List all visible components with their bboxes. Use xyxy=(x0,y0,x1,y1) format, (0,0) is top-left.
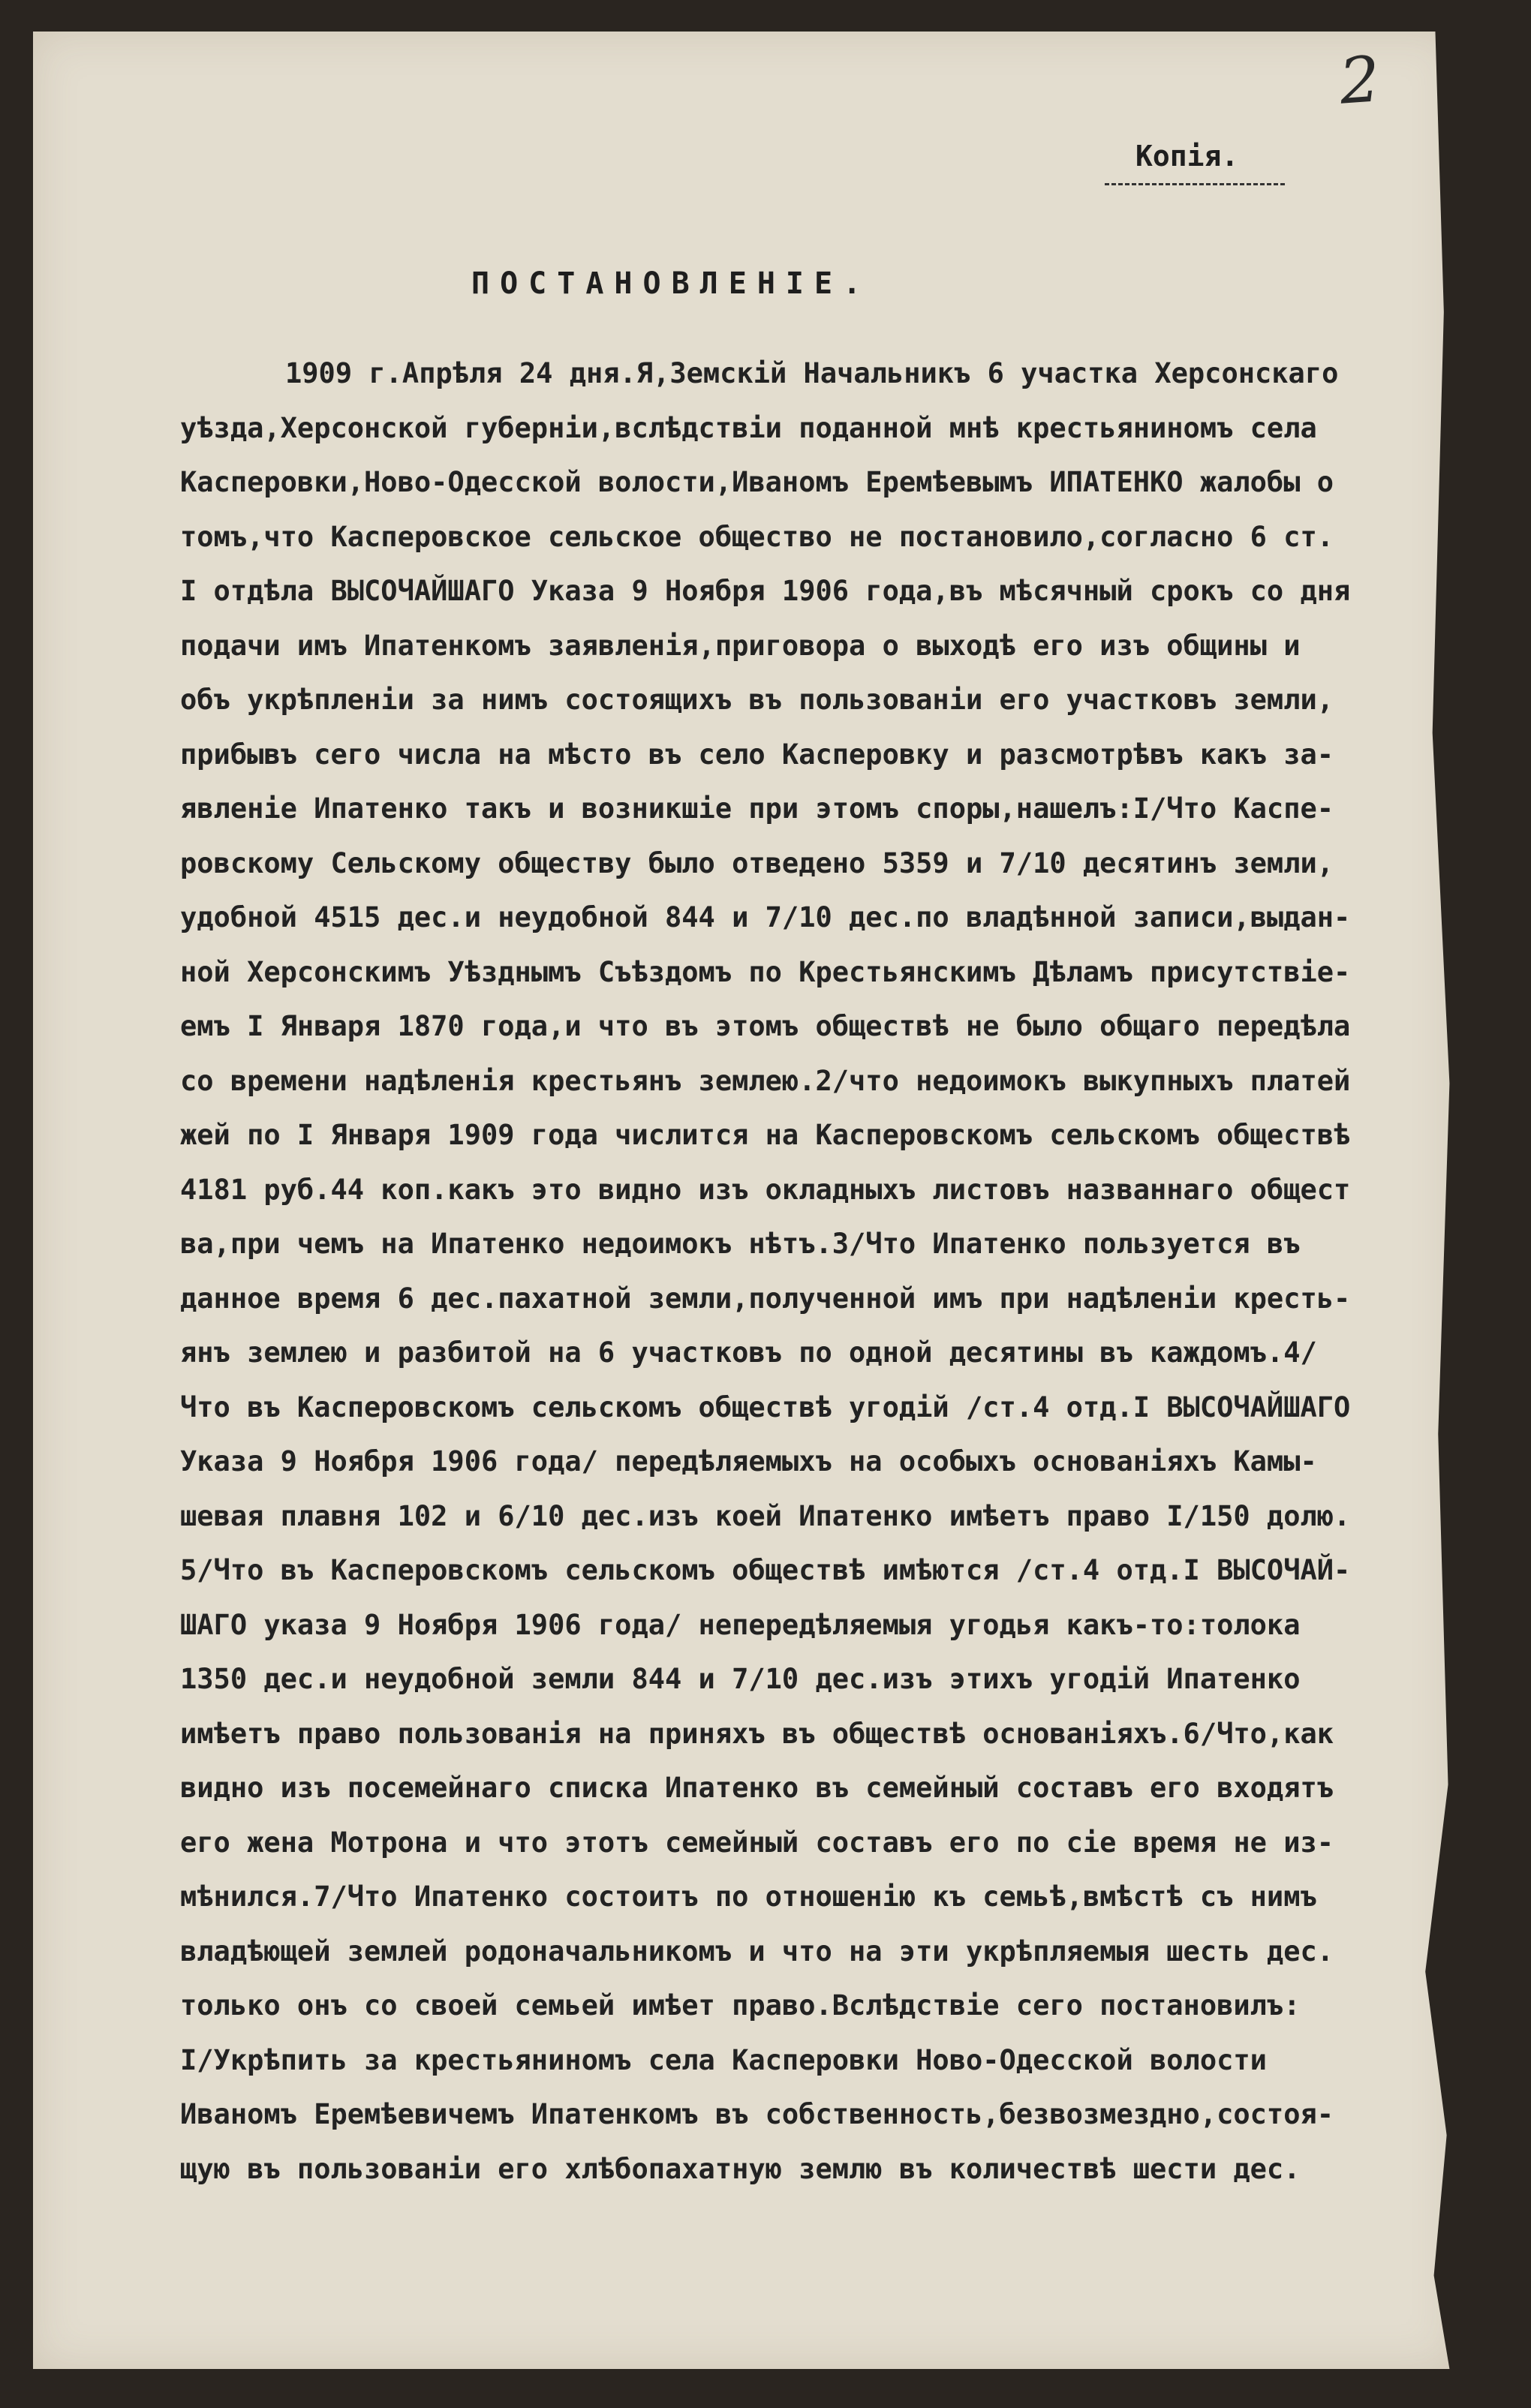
body-line: Что въ Касперовскомъ сельскомъ обществѣ угодій /ст.4 отд.І ВЫСОЧАЙШАГО xyxy=(180,1390,1351,1423)
body-line: видно изъ посемейнаго списка Ипатенко въ семейный составъ его входятъ xyxy=(180,1772,1334,1804)
body-line: щую въ пользованіи его хлѣбопахатную землю въ количествѣ шести дес. xyxy=(180,2152,1301,2185)
body-line: объ укрѣпленіи за нимъ состоящихъ въ пользованіи его участковъ земли, xyxy=(180,684,1334,716)
copy-label-underline xyxy=(1105,183,1285,185)
body-line: ровскому Сельскому обществу было отведено 5359 и 7/10 десятинъ земли, xyxy=(180,846,1334,879)
document-body xyxy=(180,347,1456,2196)
body-line: ной Херсонскимъ Уѣзднымъ Съѣздомъ по Крестьянскимъ Дѣламъ присутствіе- xyxy=(180,955,1351,988)
body-line: данное время 6 дес.пахатной земли,полученной имъ при надѣленіи кресть- xyxy=(180,1282,1351,1315)
body-line: емъ І Января 1870 года,и что въ этомъ обществѣ не было общаго передѣла xyxy=(180,1010,1351,1042)
document-title: ПОСТАНОВЛЕНІЕ. xyxy=(471,266,872,301)
body-line: І отдѣла ВЫСОЧАЙШАГО Указа 9 Ноября 1906 года,въ мѣсячный срокъ со дня xyxy=(180,575,1351,607)
body-line: жей по І Января 1909 года числится на Касперовскомъ сельскомъ обществѣ xyxy=(180,1119,1351,1151)
body-line: янъ землею и разбитой на 6 участковъ по одной десятины въ каждомъ.4/ xyxy=(180,1336,1317,1369)
body-line: прибывъ сего числа на мѣсто въ село Касперовку и разсмотрѣвъ какъ за- xyxy=(180,738,1334,771)
body-line: со времени надѣленія крестьянъ землею.2/что недоимокъ выкупныхъ платей xyxy=(180,1064,1351,1097)
body-line: 5/Что въ Касперовскомъ сельскомъ обществѣ имѣются /ст.4 отд.І ВЫСОЧАЙ- xyxy=(180,1554,1351,1586)
body-line: его жена Мотрона и что этотъ семейный составъ его по сіе время не из- xyxy=(180,1826,1334,1859)
body-line: Касперовки,Ново-Одесской волости,Иваномъ Еремѣевымъ ИПАТЕНКО жалобы о xyxy=(180,466,1334,498)
body-line: уѣзда,Херсонской губерніи,вслѣдствіи поданной мнѣ крестьяниномъ села xyxy=(180,411,1317,444)
body-line: Указа 9 Ноября 1906 года/ передѣляемыхъ на особыхъ основаніяхъ Камы- xyxy=(180,1445,1317,1478)
body-line: ШАГО указа 9 Ноября 1906 года/ непередѣляемыя угодья какъ-то:толока xyxy=(180,1608,1301,1641)
body-line: томъ,что Касперовское сельское общество не постановило,согласно 6 ст. xyxy=(180,520,1334,553)
body-line: имѣетъ право пользованія на приняхъ въ обществѣ основаніяхъ.6/Что,как xyxy=(180,1717,1334,1750)
body-line: ва,при чемъ на Ипатенко недоимокъ нѣтъ.3/Что Ипатенко пользуется въ xyxy=(180,1228,1301,1260)
body-line: Иваномъ Еремѣевичемъ Ипатенкомъ въ собственность,безвозмездно,состоя- xyxy=(180,2098,1334,2130)
body-line: только онъ со своей семьей имѣет право.Вслѣдствіе сего постановилъ: xyxy=(180,1989,1301,2022)
body-line: мѣнился.7/Что Ипатенко состоитъ по отношенію къ семьѣ,вмѣстѣ съ нимъ xyxy=(180,1880,1317,1913)
body-line: шевая плавня 102 и 6/10 дес.изъ коей Ипатенко имѣетъ право І/150 долю. xyxy=(180,1499,1351,1532)
body-line: 4181 руб.44 коп.какъ это видно изъ окладныхъ листовъ названнаго общест xyxy=(180,1173,1351,1206)
body-line: явленіе Ипатенко такъ и возникшіе при этомъ споры,нашелъ:І/Что Каспе- xyxy=(180,792,1334,825)
body-line: удобной 4515 дес.и неудобной 844 и 7/10 дес.по владѣнной записи,выдан- xyxy=(180,901,1351,933)
copy-label: Копія. xyxy=(1135,140,1239,173)
body-line: 1909 г.Апрѣля 24 дня.Я,Земскій Начальникъ 6 участка Херсонскаго xyxy=(285,357,1339,389)
body-line: І/Укрѣпить за крестьяниномъ села Касперовки Ново-Одесской волости xyxy=(180,2043,1267,2076)
page-number: 2 xyxy=(1337,42,1382,119)
body-line: владѣющей землей родоначальникомъ и что на эти укрѣпляемыя шесть дес. xyxy=(180,1935,1334,1968)
body-line: подачи имъ Ипатенкомъ заявленія,приговора о выходѣ его изъ общины и xyxy=(180,629,1301,662)
body-line: 1350 дес.и неудобной земли 844 и 7/10 дес.изъ этихъ угодій Ипатенко xyxy=(180,1663,1301,1695)
